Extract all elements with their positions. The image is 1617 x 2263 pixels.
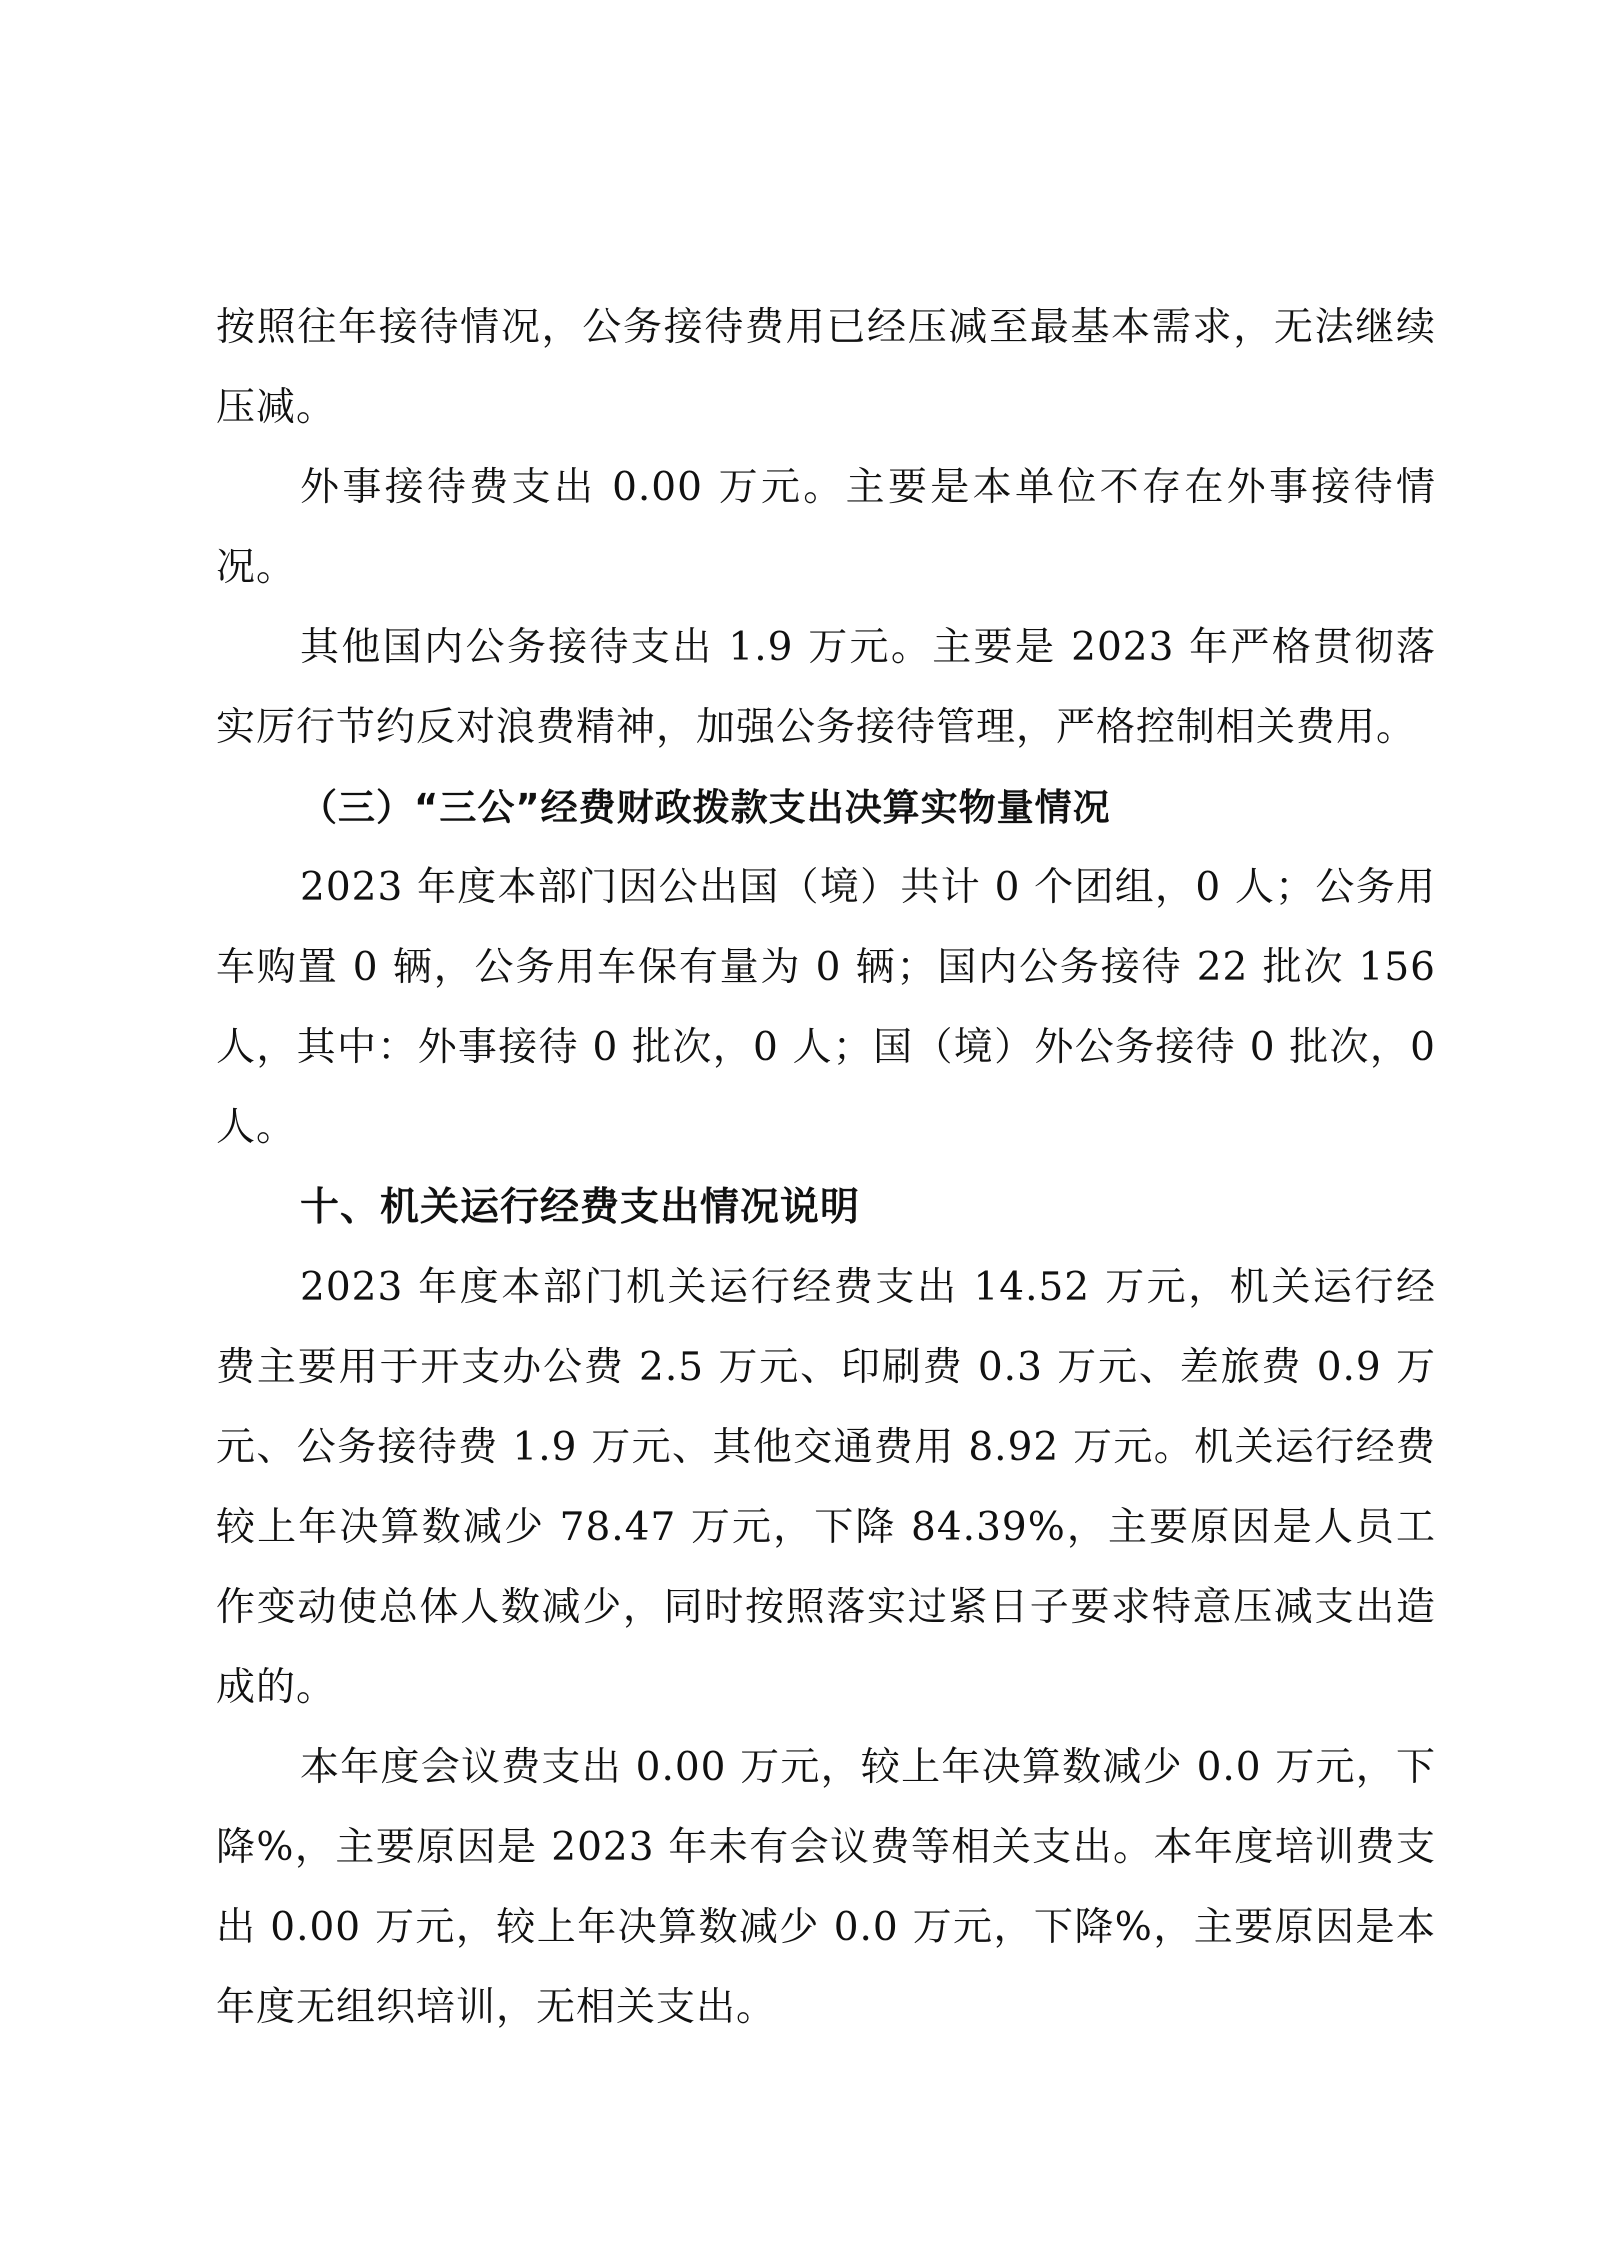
paragraph-physical-quantity: 2023 年度本部门因公出国（境）共计 0 个团组，0 人；公务用车购置 0 辆，公务用车保有量为 0 辆；国内公务接待 22 批次 156 人，其中：外事接待 0 批次，0 人；国（境）外公务接待 0 批次，0 人。	[216, 865, 1436, 1150]
paragraph-reception-continued: 按照往年接待情况，公务接待费用已经压减至最基本需求，无法继续压减。	[216, 305, 1436, 430]
paragraph-operating-expenses: 2023 年度本部门机关运行经费支出 14.52 万元，机关运行经费主要用于开支办公费 2.5 万元、印刷费 0.3 万元、差旅费 0.9 万元、公务接待费 1.9 万元、其他交通费用 8.92 万元。机关运行经费较上年决算数减少 78.47 万元，下降 84.39%，主要原因是人员工作变动使总体人数减少，同时按照落实过紧日子要求特意压减支出造成的。	[216, 1265, 1436, 1710]
section-heading-operating-expenses: 十、机关运行经费支出情况说明	[300, 1185, 861, 1230]
section-heading-physical-quantity: （三）“三公”经费财政拨款支出决算实物量情况	[300, 786, 1111, 829]
paragraph-foreign-reception: 外事接待费支出 0.00 万元。主要是本单位不存在外事接待情况。	[216, 465, 1436, 590]
paragraph-meeting-training: 本年度会议费支出 0.00 万元，较上年决算数减少 0.0 万元，下降%，主要原因是 2023 年未有会议费等相关支出。本年度培训费支出 0.00 万元，较上年决算数减少 0.0 万元，下降%，主要原因是本年度无组织培训，无相关支出。	[216, 1745, 1436, 2030]
document-body	[216, 288, 1436, 2048]
paragraph-domestic-reception: 其他国内公务接待支出 1.9 万元。主要是 2023 年严格贯彻落实厉行节约反对浪费精神，加强公务接待管理，严格控制相关费用。	[216, 625, 1436, 750]
